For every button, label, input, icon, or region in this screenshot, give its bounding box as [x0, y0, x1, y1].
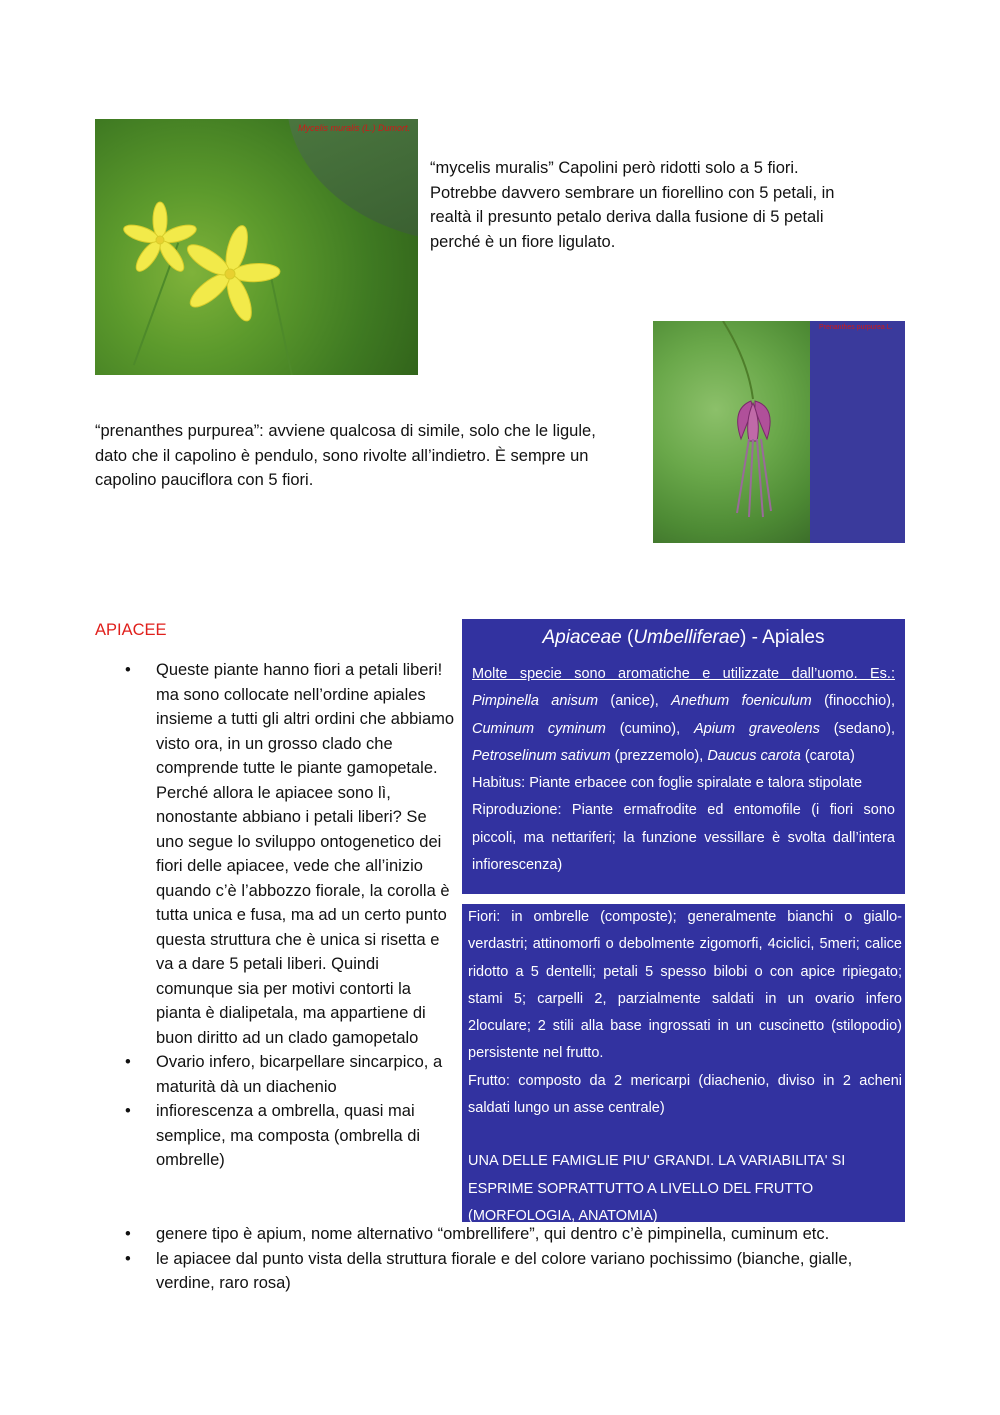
habitus-line: Habitus: Piante erbacee con foglie spiralate e talora stipolate — [472, 775, 863, 792]
caps-note: UNA DELLE FAMIGLIE PIU' GRANDI. LA VARIABILITA' SI ESPRIME SOPRATTUTTO A LIVELLO DEL FRUTTO (MORFOLOGIA, ANATOMIA) — [468, 1153, 846, 1224]
species-common-name: (sedano), — [819, 720, 895, 737]
apiaceae-info-box — [462, 619, 905, 894]
apiaceae-flower-box — [462, 904, 905, 1222]
section-heading: APIACEE — [95, 621, 167, 639]
box-body — [472, 661, 895, 879]
box-title: Apiaceae (Umbelliferae) - Apiales — [542, 627, 825, 648]
yellow-flowers-icon — [95, 119, 418, 375]
species-list — [472, 693, 895, 764]
prenanthes-paragraph: “prenanthes purpurea”: avviene qualcosa di simile, solo che le ligule, dato che il capolino è pendulo, sono rivolte all’indietro. È sempre un capolino pauciflora con 5 fiori. — [95, 422, 596, 489]
species-latin-name: Petroselinum sativum — [472, 747, 611, 764]
list-item: • infiorescenza a ombrella, quasi mai semplice, ma composta (ombrella di ombrelle) — [95, 1099, 455, 1173]
list-item: • genere tipo è apium, nome alternativo “ombrellifere”, qui dentro c’è pimpinella, cuminum etc. — [95, 1222, 910, 1247]
list-item: • le apiacee dal punto vista della struttura fiorale e del colore variano pochissimo (bianche, gialle, verdine, raro rosa) — [95, 1247, 910, 1296]
species-latin-name: Daucus carota — [707, 747, 801, 764]
list-item: • Queste piante hanno fiori a petali liberi! ma sono collocate nell’ordine apiales insieme a tutti gli altri ordini che abbiamo visto ora, in un grosso clado che comprende tutte le piante gamopetale. Perché allora le apiacee sono lì, nonostante abbiano i petali liberi? Se uno segue lo sviluppo ontogenetico dei fiori delle apiacee, vede che all’inizio quando c’è l’abbozzo fiorale, la corolla è tutta unica e fusa, ma ad un certo punto questa struttura che è unica si risetta e va a dare 5 petali liberi. Quindi comunque sia per motivi contorti la pianta è dialipetala, ma appartiene di buon diritto ad un clado gamopetalo — [95, 658, 455, 1050]
purple-flower-icon — [653, 321, 810, 543]
species-latin-name: Pimpinella anisum — [472, 693, 599, 710]
fiori-text: Fiori: in ombrelle (composte); generalmente bianchi o giallo-verdastri; attinomorfi o debolmente zigomorfi, 4ciclici, 5meri; calice ridotto a 5 dentelli; petali 5 spesso bilobi o con apice ripiegato; stami 5; carpelli 2, parzialmente saldati in un ovario infero 2loculare; 2 stili alla base ingrossati in un cuscinetto (stilopodio) persistente nel frutto. — [468, 909, 902, 1062]
uses-line: Molte specie sono aromatiche e utilizzate dall’uomo. Es.: — [472, 666, 895, 682]
photo-caption: Prenanthes purpurea L. — [819, 324, 893, 331]
riproduzione-line: Riproduzione: Piante ermafrodite ed entomofile (i fiori sono piccoli, ma nettariferi; la funzione vessillare è svolta dall’intera infiorescenza) — [472, 802, 895, 874]
species-latin-name: Cuminum cyminum — [472, 720, 606, 737]
mycelis-paragraph: “mycelis muralis” Capolini però ridotti solo a 5 fiori. Potrebbe davvero sembrare un fiorellino con 5 petali, in realtà il presunto petalo deriva dalla fusione di 5 petali perché è un fiore ligulato. — [430, 159, 835, 251]
mycelis-photo — [95, 119, 418, 375]
list-item: • Ovario infero, bicarpellare sincarpico, a maturità dà un diachenio — [95, 1050, 455, 1099]
species-latin-name: Apium graveolens — [694, 720, 820, 737]
species-common-name: (anice), — [598, 693, 672, 710]
species-common-name: (prezzemolo), — [610, 747, 708, 764]
prenanthes-photo — [653, 321, 905, 543]
species-latin-name: Anethum foeniculum — [671, 693, 812, 710]
apiacee-bullets — [95, 658, 455, 1173]
species-common-name: (cumino), — [605, 720, 694, 737]
species-common-name: (finocchio), — [811, 693, 895, 710]
box-body — [468, 904, 902, 1230]
frutto-text: Frutto: composto da 2 mericarpi (diachenio, diviso in 2 acheni saldati lungo un asse centrale) — [468, 1072, 902, 1117]
photo-caption: Mycelis muralis (L.) Dumort. — [297, 123, 410, 133]
apiacee-bullets-wide — [95, 1222, 910, 1296]
species-common-name: (carota) — [800, 747, 855, 764]
